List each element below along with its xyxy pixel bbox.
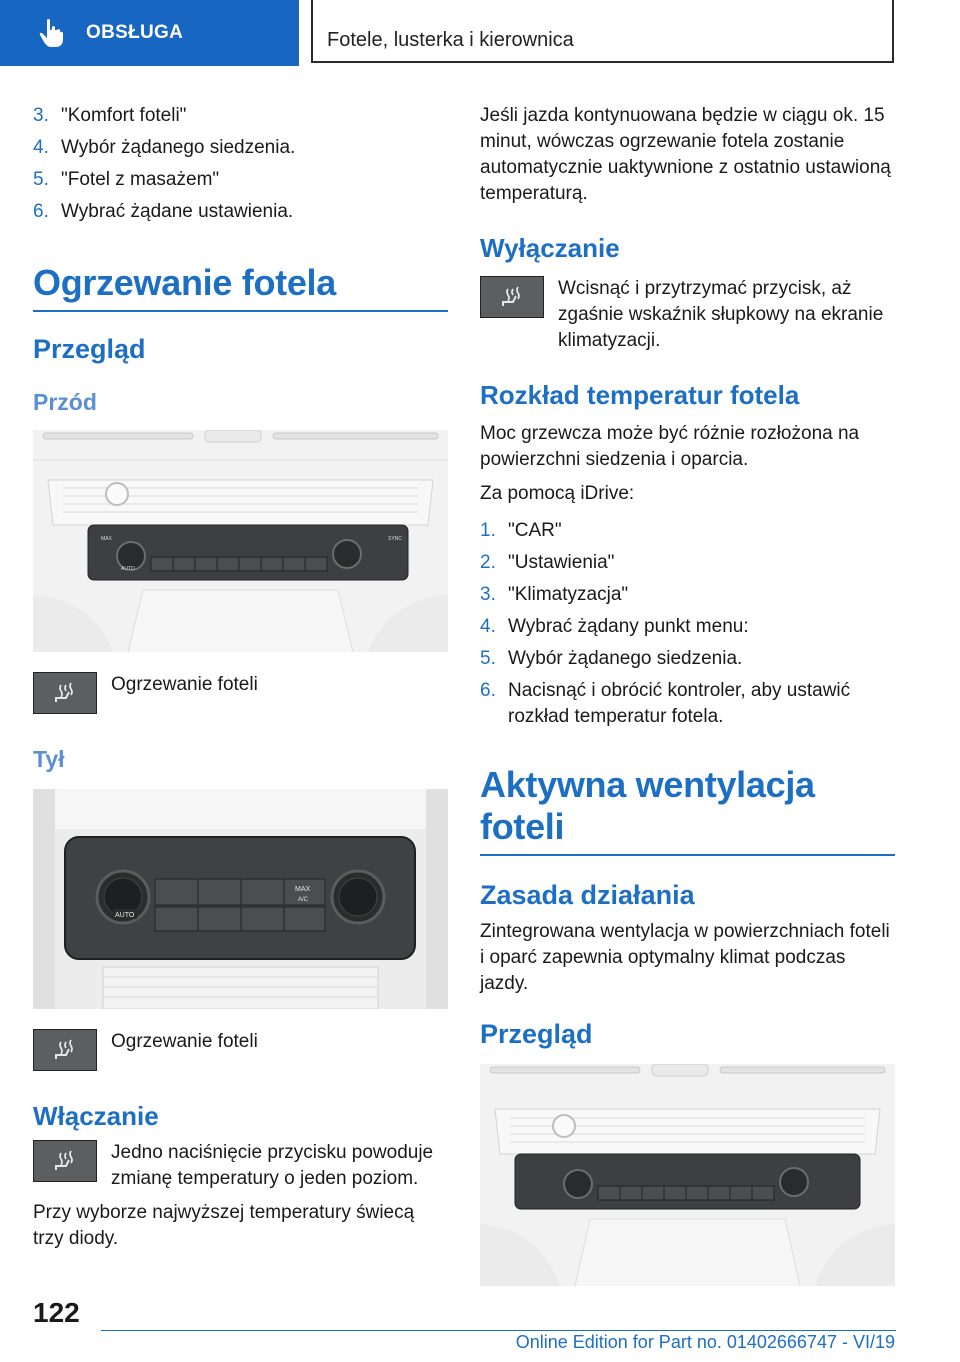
paragraph: Zintegrowana wentylacja w powierzchniach foteli i oparć zapewnia optymalny klimat podczas jazdy.: [480, 921, 890, 994]
heading-rule: [33, 310, 448, 312]
icon-caption: Wcisnąć i przytrzymać przycisk, aż zgaśnie wskaźnik słupkowy na ekranie klimatyzacji.: [558, 278, 884, 351]
list-item: 6. Wybrać żądane ustawienia.: [33, 201, 294, 222]
paragraph: Za pomocą iDrive:: [480, 483, 635, 504]
subsection-heading: Przegląd: [33, 334, 146, 364]
sub-subsection-heading: Przód: [33, 389, 97, 415]
seat-heating-icon: [480, 276, 544, 318]
list-item: 4. Wybór żądanego siedzenia.: [33, 137, 296, 158]
front-climate-panel-image: [33, 430, 448, 652]
seat-heating-icon: [33, 1140, 97, 1182]
ventilation-panel-image: [480, 1064, 895, 1286]
section-heading: Ogrzewanie fotela: [33, 262, 336, 303]
steps-list-top: [33, 100, 448, 228]
panel-auto-label: AUTO: [115, 912, 135, 919]
section-heading: Aktywna wentylacja foteli: [480, 764, 815, 847]
seat-heating-icon: [33, 672, 97, 714]
page-number: 122: [33, 1297, 80, 1328]
list-item: 5. "Fotel z masażem": [33, 169, 220, 190]
rear-climate-panel-image: [33, 789, 448, 1009]
paragraph: Przy wyborze najwyższej temperatury świecą trzy diody.: [33, 1202, 415, 1249]
list-item: 2. "Ustawienia": [480, 552, 615, 573]
paragraph: Jeśli jazda kontynuowana będzie w ciągu ok. 15 minut, wówczas ogrzewanie fotela zostanie automatycznie uaktywnione z ostatnio ustawioną temperaturą.: [480, 105, 891, 204]
list-item: 6. Nacisnąć i obrócić kontroler, aby ustawić rozkład temperatur fotela.: [480, 680, 851, 727]
edition-footer: Online Edition for Part no. 01402666747 - VI/19: [515, 1332, 895, 1352]
hand-pointer-icon: [38, 18, 66, 48]
panel-max-label: MAX: [295, 886, 311, 893]
rear-seat-heating-row: [33, 1029, 448, 1071]
heading-rule: [480, 854, 895, 856]
paragraph: Moc grzewcza może być różnie rozłożona na powierzchni siedzenia i oparcia.: [480, 423, 860, 470]
right-column: [480, 100, 895, 1286]
left-column: [33, 100, 448, 1252]
subsection-heading: Zasada działania: [480, 880, 695, 910]
subsection-heading: Włączanie: [33, 1101, 159, 1131]
section-tab-label: OBSŁUGA: [86, 22, 184, 43]
icon-caption: Jedno naciśnięcie przycisku powoduje zmianę temperatury o jeden poziom.: [111, 1142, 434, 1189]
switch-on-row: [33, 1140, 448, 1192]
chapter-title: Fotele, lusterka i kierownica: [327, 29, 574, 51]
list-item: 4. Wybrać żądany punkt menu:: [480, 616, 749, 637]
icon-caption: Ogrzewanie foteli: [111, 674, 258, 695]
panel-max-label: MAX: [101, 536, 112, 542]
front-seat-heating-row: [33, 672, 448, 714]
list-item: 3. "Klimatyzacja": [480, 584, 629, 605]
icon-caption: Ogrzewanie foteli: [111, 1031, 258, 1052]
list-item: 3. "Komfort foteli": [33, 105, 187, 126]
footer-rule: [101, 1330, 896, 1331]
seat-heating-icon: [33, 1029, 97, 1071]
list-item: 1. "CAR": [480, 520, 562, 541]
panel-auto-label: AUTO: [121, 566, 135, 572]
sub-subsection-heading: Tył: [33, 746, 65, 772]
chapter-header: [311, 0, 894, 63]
switch-off-row: [480, 276, 895, 354]
panel-ac-label: A/C: [298, 897, 309, 903]
subsection-heading: Przegląd: [480, 1019, 593, 1049]
steps-list: [480, 515, 895, 730]
subsection-heading: Rozkład temperatur fotela: [480, 380, 800, 410]
section-tab[interactable]: [0, 0, 299, 66]
panel-sync-label: SYNC: [388, 536, 402, 542]
subsection-heading: Wyłączanie: [480, 233, 620, 263]
list-item: 5. Wybór żądanego siedzenia.: [480, 648, 743, 669]
